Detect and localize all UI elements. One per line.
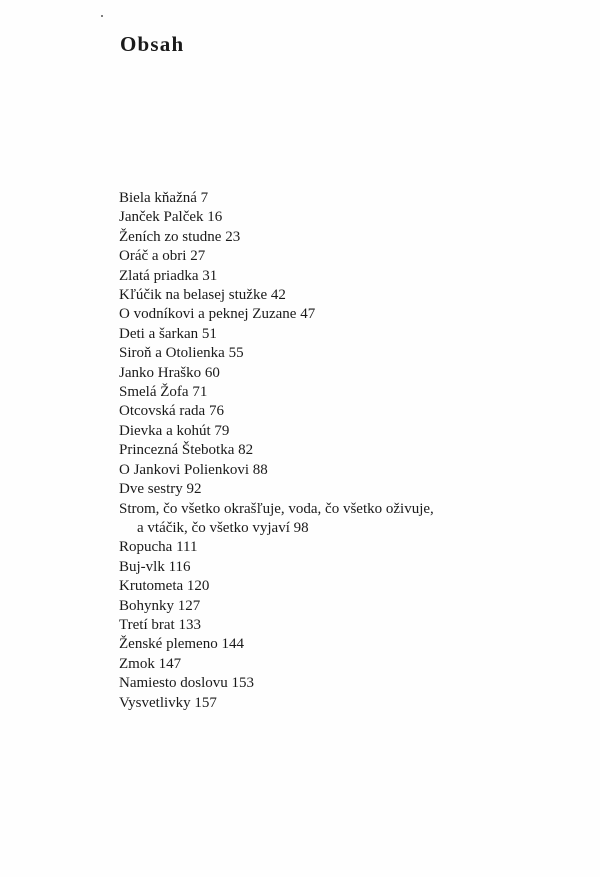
toc-entry-title: Bohynky xyxy=(119,597,175,614)
toc-entry-title: Princezná Štebotka xyxy=(119,442,235,459)
toc-entry-page: 120 xyxy=(186,578,210,595)
toc-entry-title: Janko Hraško xyxy=(119,364,202,381)
toc-entry-title: Strom, čo všetko okrašľuje, voda, čo všetko oživuje, xyxy=(119,500,434,517)
toc-entry-title: Zlatá priadka xyxy=(119,267,199,284)
toc-entry-title: O vodníkovi a peknej Zuzane xyxy=(119,306,297,323)
toc-entry-page: 98 xyxy=(293,519,309,536)
toc-entry-title: Zmok xyxy=(119,655,155,672)
toc-entry xyxy=(119,616,539,635)
toc-entry-page: 7 xyxy=(200,190,209,206)
toc-entry xyxy=(119,344,539,363)
toc-entry-page: 27 xyxy=(190,248,206,265)
toc-entry-page: 111 xyxy=(176,539,198,556)
toc-entry xyxy=(119,441,539,460)
toc-entry-title: Namiesto doslovu xyxy=(119,675,228,692)
toc-entry xyxy=(119,247,539,266)
toc-entry-page: 147 xyxy=(158,655,182,672)
toc-entry-title: Tretí brat xyxy=(119,616,175,633)
toc-entry-title: O Jankovi Polienkovi xyxy=(119,461,249,478)
toc-entry xyxy=(119,286,539,305)
toc-entry-title: Ženské plemeno xyxy=(119,636,218,653)
toc-entry xyxy=(119,480,539,499)
toc-entry-title: Dievka a kohút xyxy=(119,422,211,439)
toc-entry xyxy=(119,635,539,654)
paper-speck xyxy=(101,15,103,17)
toc-entry xyxy=(119,694,539,713)
toc-entry-page: 127 xyxy=(177,597,201,614)
toc-entry-title: Oráč a obri xyxy=(119,248,187,265)
toc-entry-title: Ropucha xyxy=(119,539,173,556)
toc-entry-title: Dve sestry xyxy=(119,481,183,498)
toc-entry-continuation-text: a vtáčik, čo všetko vyjaví xyxy=(137,519,290,536)
toc-entry-title: Janček Palček xyxy=(119,209,204,226)
toc-entry-title: Siroň a Otolienka xyxy=(119,345,225,362)
toc-entry-title: Smelá Žofa xyxy=(119,384,189,401)
toc-entry-continuation xyxy=(119,519,539,538)
toc-entry xyxy=(119,655,539,674)
toc-entry-page: 51 xyxy=(201,325,217,342)
toc-entry-title: Biela kňažná xyxy=(119,190,197,206)
toc-entry-title: Otcovská rada xyxy=(119,403,206,420)
toc-entry-title: Deti a šarkan xyxy=(119,325,199,342)
toc-entry xyxy=(119,228,539,247)
toc-entry-page: 23 xyxy=(225,228,241,245)
toc-entry-page: 42 xyxy=(270,287,286,304)
toc-entry xyxy=(119,402,539,421)
toc-entry-page: 31 xyxy=(202,267,218,284)
toc-entry xyxy=(119,500,539,539)
toc-entry xyxy=(119,674,539,693)
toc-entry-page: 47 xyxy=(300,306,316,323)
toc-entry-title: Buj-vlk xyxy=(119,558,165,575)
toc-entry-page: 76 xyxy=(208,403,224,420)
toc-entry xyxy=(119,189,539,208)
toc-entry-page: 71 xyxy=(192,384,208,401)
toc-entry xyxy=(119,305,539,324)
toc-entry xyxy=(119,558,539,577)
toc-entry-page: 116 xyxy=(168,558,191,575)
toc-entry-page: 92 xyxy=(186,481,202,498)
toc-entry xyxy=(119,325,539,344)
toc-entry-page: 133 xyxy=(178,616,201,633)
toc-entry xyxy=(119,383,539,402)
toc-entry-page: 88 xyxy=(252,461,268,478)
toc-entry xyxy=(119,267,539,286)
toc-entry-title: Vysvetlivky xyxy=(119,694,191,711)
toc-entry xyxy=(119,461,539,480)
toc-entry xyxy=(119,208,539,227)
table-of-contents xyxy=(119,189,539,713)
toc-entry xyxy=(119,422,539,441)
toc-entry-page: 55 xyxy=(228,345,244,362)
toc-entry-title: Kľúčik na belasej stužke xyxy=(119,287,268,304)
toc-entry xyxy=(119,364,539,383)
toc-entry-title: Krutometa xyxy=(119,578,184,595)
page-title: Obsah xyxy=(120,32,185,56)
toc-entry-page: 157 xyxy=(194,694,217,711)
toc-entry xyxy=(119,538,539,557)
toc-entry-page: 144 xyxy=(221,636,244,653)
toc-entry-title: Ženích zo studne xyxy=(119,228,222,245)
toc-entry-page: 60 xyxy=(204,364,220,381)
toc-entry xyxy=(119,577,539,596)
toc-entry xyxy=(119,597,539,616)
toc-entry-page: 153 xyxy=(231,675,254,692)
toc-entry-page: 82 xyxy=(238,442,254,459)
toc-entry-page: 16 xyxy=(207,209,223,226)
toc-entry-page: 79 xyxy=(214,422,230,439)
